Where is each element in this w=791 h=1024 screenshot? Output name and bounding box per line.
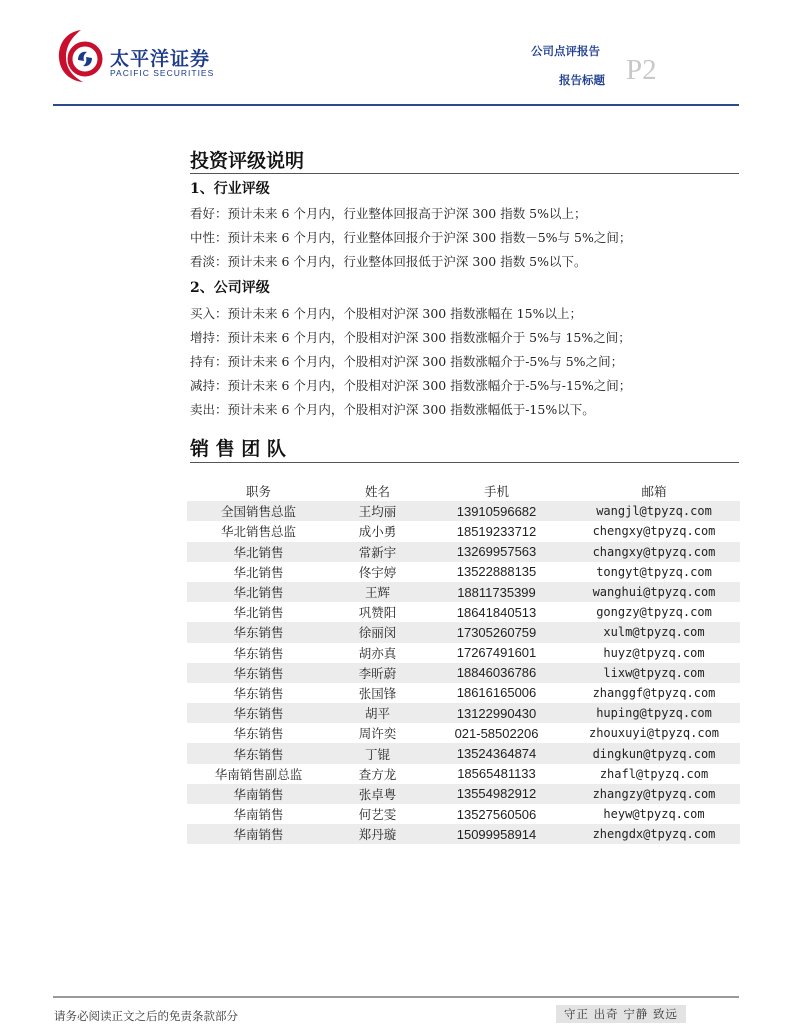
- cell-email: huping@tpyzq.com: [568, 703, 740, 723]
- cell-name: 胡亦真: [358, 645, 397, 661]
- table-row: [187, 602, 740, 622]
- cell-email: zhafl@tpyzq.com: [599, 766, 709, 781]
- cell-email: changxy@tpyzq.com: [568, 542, 740, 562]
- cell-title: 华东销售: [187, 622, 330, 642]
- company-rating-item: 增持：预计未来 6 个月内，个股相对沪深 300 指数涨幅介于 5%与 15%之间；: [190, 330, 631, 345]
- cell-title: 华东销售: [187, 743, 330, 763]
- footer-disclaimer: 请务必阅读正文之后的免责条款部分: [54, 1009, 238, 1023]
- table-header-row: [187, 481, 740, 501]
- header-divider: [53, 104, 739, 106]
- column-header-title: 职务: [245, 484, 271, 500]
- cell-title: 华北销售: [187, 582, 330, 602]
- page-number: P2: [626, 54, 657, 86]
- cell-phone: 18846036786: [425, 663, 568, 683]
- cell-phone: 18641840513: [456, 604, 537, 620]
- table-row: [187, 622, 740, 642]
- cell-email: zhangzy@tpyzq.com: [568, 784, 740, 804]
- cell-title: 华北销售: [233, 564, 284, 580]
- brand-name-cn: 太平洋证券: [110, 48, 211, 70]
- cell-email: chengxy@tpyzq.com: [592, 524, 716, 539]
- cell-email: tongyt@tpyzq.com: [596, 564, 712, 579]
- cell-name: 王均丽: [330, 501, 425, 521]
- cell-title: 华北销售: [187, 542, 330, 562]
- cell-name: 徐丽闵: [330, 622, 425, 642]
- cell-title: 华东销售: [187, 703, 330, 723]
- sales-team-title: 销 售 团 队: [190, 438, 286, 460]
- table-row: [187, 663, 740, 683]
- cell-name: 胡平: [330, 703, 425, 723]
- cell-email: wangjl@tpyzq.com: [568, 501, 740, 521]
- cell-title: 华东销售: [233, 645, 284, 661]
- brand-name-en: PACIFIC SECURITIES: [110, 68, 215, 78]
- cell-name: 周许奕: [358, 726, 397, 742]
- cell-email: huyz@tpyzq.com: [603, 645, 705, 660]
- cell-name: 丁锟: [330, 743, 425, 763]
- cell-phone: 17267491601: [456, 645, 537, 661]
- industry-rating-item: 看好：预计未来 6 个月内，行业整体回报高于沪深 300 指数 5%以上；: [190, 206, 587, 221]
- table-row: [187, 501, 740, 521]
- table-row: [187, 804, 740, 824]
- industry-rating-item: 中性：预计未来 6 个月内，行业整体回报介于沪深 300 指数－5%与 5%之间；: [190, 230, 632, 245]
- footer-motto: 守正 出奇 宁静 致远: [556, 1005, 686, 1023]
- cell-email: xulm@tpyzq.com: [568, 622, 740, 642]
- table-row: [187, 643, 740, 663]
- table-row: [187, 542, 740, 562]
- company-rating-title: 2、公司评级: [190, 280, 270, 296]
- footer-divider: [53, 996, 739, 998]
- table-row: [187, 764, 740, 784]
- cell-title: 华南销售: [233, 807, 284, 823]
- cell-phone: 18519233712: [456, 523, 537, 539]
- cell-name: 佟宇婷: [358, 564, 397, 580]
- cell-name: 查方龙: [358, 766, 397, 782]
- table-row: [187, 562, 740, 582]
- cell-phone: 13122990430: [425, 703, 568, 723]
- cell-title: 华北销售总监: [220, 524, 296, 540]
- company-rating-item: 买入：预计未来 6 个月内，个股相对沪深 300 指数涨幅在 15%以上；: [190, 306, 582, 321]
- table-row: [187, 784, 740, 804]
- report-title: 报告标题: [559, 73, 605, 87]
- column-header-phone: 手机: [483, 484, 509, 500]
- cell-email: zhengdx@tpyzq.com: [568, 824, 740, 844]
- table-row: [187, 824, 740, 844]
- column-header-email: 邮箱: [641, 484, 667, 500]
- company-rating-item: 持有：预计未来 6 个月内，个股相对沪深 300 指数涨幅介于-5%与 5%之间；: [190, 354, 624, 369]
- company-rating-item: 卖出：预计未来 6 个月内，个股相对沪深 300 指数涨幅低于-15%以下。: [190, 402, 595, 417]
- cell-email: lixw@tpyzq.com: [568, 663, 740, 683]
- cell-phone: 15099958914: [425, 824, 568, 844]
- cell-title: 华东销售: [233, 685, 284, 701]
- table-row: [187, 723, 740, 743]
- cell-phone: 13554982912: [425, 784, 568, 804]
- sales-team-table: [187, 481, 740, 844]
- table-row: [187, 743, 740, 763]
- cell-name: 巩赞阳: [358, 605, 397, 621]
- table-row: [187, 703, 740, 723]
- cell-phone: 13527560506: [456, 806, 537, 822]
- cell-title: 华东销售: [233, 726, 284, 742]
- cell-phone: 13910596682: [425, 501, 568, 521]
- cell-name: 张国锋: [358, 685, 397, 701]
- cell-name: 郑丹璇: [330, 824, 425, 844]
- cell-name: 成小勇: [358, 524, 397, 540]
- cell-title: 华南销售: [187, 824, 330, 844]
- cell-phone: 18616165006: [456, 685, 537, 701]
- cell-title: 华南销售: [187, 784, 330, 804]
- cell-name: 何艺雯: [358, 807, 397, 823]
- industry-rating-item: 看淡：预计未来 6 个月内，行业整体回报低于沪深 300 指数 5%以下。: [190, 254, 587, 269]
- cell-phone: 021-58502206: [454, 725, 539, 741]
- column-header-name: 姓名: [364, 484, 390, 500]
- company-rating-item: 减持：预计未来 6 个月内，个股相对沪深 300 指数涨幅介于-5%与-15%之间；: [190, 378, 632, 393]
- table-row: [187, 521, 740, 541]
- cell-phone: 18565481133: [457, 766, 536, 782]
- rating-section-title: 投资评级说明: [190, 150, 305, 172]
- cell-name: 张卓粤: [330, 784, 425, 804]
- cell-phone: 18811735399: [425, 582, 568, 602]
- cell-email: gongzy@tpyzq.com: [596, 605, 712, 620]
- cell-email: zhanggf@tpyzq.com: [592, 685, 716, 700]
- industry-rating-title: 1、行业评级: [190, 181, 270, 197]
- cell-email: dingkun@tpyzq.com: [568, 743, 740, 763]
- company-logo: [56, 28, 106, 84]
- cell-phone: 13524364874: [425, 743, 568, 763]
- cell-title: 华南销售副总监: [214, 766, 303, 782]
- rating-section-rule: [190, 173, 739, 174]
- table-row: [187, 582, 740, 602]
- cell-title: 华北销售: [233, 605, 284, 621]
- cell-email: zhouxuyi@tpyzq.com: [588, 726, 720, 741]
- sales-team-rule: [190, 462, 739, 463]
- cell-name: 王辉: [330, 582, 425, 602]
- cell-name: 常新宇: [330, 542, 425, 562]
- cell-title: 华东销售: [187, 663, 330, 683]
- cell-email: heyw@tpyzq.com: [603, 807, 705, 822]
- cell-phone: 13522888135: [456, 564, 537, 580]
- table-row: [187, 683, 740, 703]
- cell-phone: 13269957563: [425, 542, 568, 562]
- cell-name: 李昕蔚: [330, 663, 425, 683]
- cell-title: 全国销售总监: [187, 501, 330, 521]
- cell-email: wanghui@tpyzq.com: [568, 582, 740, 602]
- report-type: 公司点评报告: [531, 44, 600, 58]
- cell-phone: 17305260759: [425, 622, 568, 642]
